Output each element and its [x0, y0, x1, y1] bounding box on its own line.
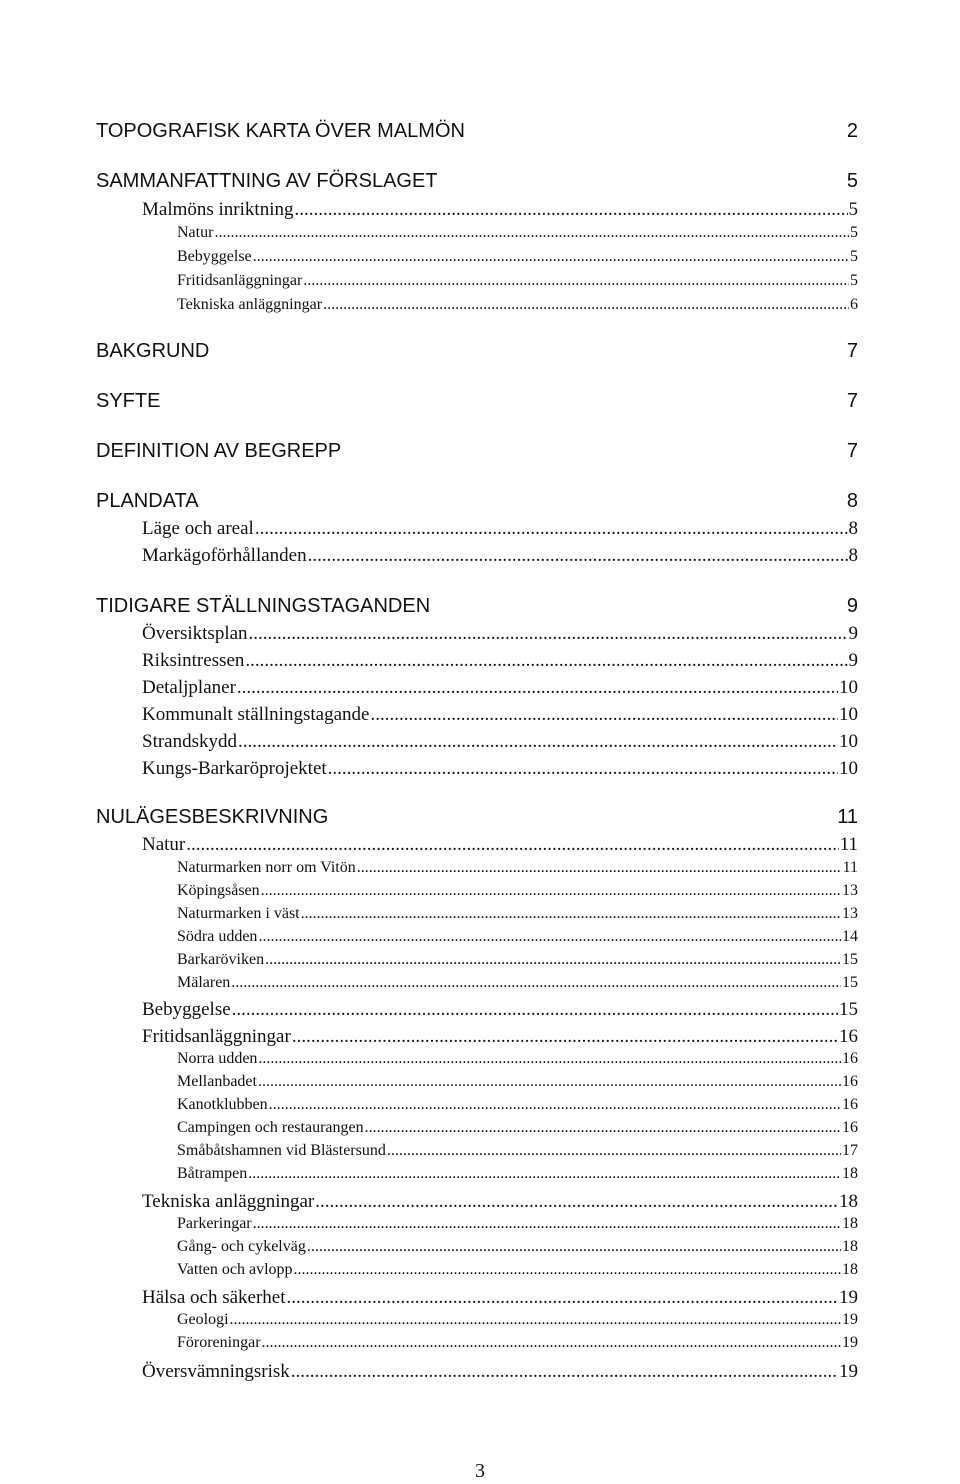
toc-entry-page: 18: [839, 1191, 858, 1212]
toc-entry-page: 11: [842, 859, 858, 876]
toc-entry-page: 18: [842, 1261, 858, 1278]
toc-entry-leader-dots: [255, 518, 848, 540]
toc-entry-page: 15: [842, 974, 858, 991]
toc-entry-page: 8: [846, 490, 858, 512]
toc-entry[interactable]: [142, 758, 858, 780]
toc-entry-leader-dots: [232, 999, 838, 1021]
toc-entry-page: 18: [842, 1215, 858, 1232]
toc-entry-title: Markägoförhållanden: [142, 545, 307, 566]
toc-entry-title: Naturmarken norr om Vitön: [177, 859, 356, 876]
toc-entry-leader-dots: [258, 1050, 841, 1068]
toc-entry-page: 9: [848, 650, 858, 671]
toc-entry[interactable]: [177, 1215, 858, 1233]
toc-entry[interactable]: [142, 650, 858, 672]
toc-entry-leader-dots: [269, 1096, 841, 1114]
toc-entry[interactable]: [96, 595, 858, 618]
toc-entry[interactable]: [96, 390, 858, 413]
toc-entry-leader-dots: [249, 623, 848, 645]
toc-entry[interactable]: [142, 834, 858, 856]
toc-entry-leader-dots: [287, 1287, 839, 1309]
toc-entry-title: Läge och areal: [142, 518, 254, 539]
toc-entry-title: Tekniska anläggningar: [142, 1191, 315, 1212]
toc-entry-page: 10: [839, 704, 858, 725]
toc-entry-page: 11: [839, 834, 858, 855]
toc-entry[interactable]: [177, 882, 858, 900]
toc-entry-title: NULÄGESBESKRIVNING: [96, 806, 329, 828]
toc-entry[interactable]: [177, 859, 858, 877]
toc-entry-page: 7: [846, 440, 858, 462]
toc-entry-page: 10: [839, 758, 858, 779]
toc-entry-page: 19: [839, 1361, 858, 1382]
toc-entry-title: SYFTE: [96, 390, 161, 412]
toc-entry-page: 10: [839, 677, 858, 698]
toc-entry-title: Båtrampen: [177, 1165, 248, 1182]
toc-entry-title: Köpingsåsen: [177, 882, 260, 899]
toc-entry-title: PLANDATA: [96, 490, 199, 512]
toc-entry-leader-dots: [303, 272, 849, 290]
toc-entry[interactable]: [142, 999, 858, 1021]
toc-entry[interactable]: [177, 1142, 858, 1160]
toc-entry-page: 9: [846, 595, 858, 617]
toc-entry[interactable]: [177, 951, 858, 969]
toc-entry-page: 16: [842, 1050, 858, 1067]
toc-entry-leader-dots: [265, 951, 841, 969]
toc-entry-page: 5: [846, 170, 858, 192]
toc-entry-leader-dots: [301, 905, 841, 923]
toc-entry[interactable]: [142, 1361, 858, 1383]
toc-entry[interactable]: [177, 1238, 858, 1256]
toc-entry[interactable]: [177, 272, 858, 290]
toc-entry-title: Vatten och avlopp: [177, 1261, 293, 1278]
toc-entry-page: 8: [848, 545, 858, 566]
page-number: 3: [475, 1460, 485, 1482]
toc-entry-leader-dots: [357, 859, 842, 877]
toc-entry-title: Kungs-Barkaröprojektet: [142, 758, 327, 779]
toc-entry-page: 7: [846, 390, 858, 412]
toc-entry[interactable]: [96, 490, 858, 513]
toc-entry-page: 17: [842, 1142, 858, 1159]
toc-entry-title: Detaljplaner: [142, 677, 236, 698]
toc-entry-page: 5: [850, 248, 858, 265]
toc-entry[interactable]: [142, 1287, 858, 1309]
toc-entry-leader-dots: [323, 296, 849, 314]
toc-entry-leader-dots: [294, 199, 847, 221]
toc-entry-page: 11: [837, 806, 858, 828]
toc-entry[interactable]: [142, 518, 858, 540]
toc-entry[interactable]: [177, 928, 858, 946]
toc-entry-title: Gång- och cykelväg: [177, 1238, 306, 1255]
toc-entry-page: 13: [842, 882, 858, 899]
toc-entry-page: 9: [848, 623, 858, 644]
toc-entry-page: 6: [850, 296, 858, 313]
toc-entry[interactable]: [142, 677, 858, 699]
toc-entry-page: 5: [848, 199, 858, 220]
toc-entry-leader-dots: [253, 1215, 841, 1233]
toc-entry-leader-dots: [370, 704, 838, 726]
toc-entry-leader-dots: [214, 224, 849, 242]
toc-entry-title: SAMMANFATTNING AV FÖRSLAGET: [96, 170, 438, 192]
toc-entry-title: Barkaröviken: [177, 951, 265, 968]
toc-entry-title: Översvämningsrisk: [142, 1361, 290, 1382]
toc-entry-page: 2: [846, 120, 858, 142]
toc-entry[interactable]: [177, 905, 858, 923]
toc-entry-leader-dots: [245, 650, 847, 672]
toc-entry-leader-dots: [291, 1361, 838, 1383]
toc-entry-title: Strandskydd: [142, 731, 237, 752]
toc-entry-title: Bebyggelse: [142, 999, 231, 1020]
toc-entry-title: Föroreningar: [177, 1334, 261, 1351]
toc-entry-title: Campingen och restaurangen: [177, 1119, 364, 1136]
toc-entry-leader-dots: [292, 1026, 838, 1048]
toc-entry-title: Fritidsanläggningar: [142, 1026, 291, 1047]
toc-entry-page: 10: [839, 731, 858, 752]
toc-entry[interactable]: [177, 974, 858, 992]
toc-entry-page: 16: [842, 1073, 858, 1090]
toc-entry-page: 16: [839, 1026, 858, 1047]
toc-entry[interactable]: [177, 1311, 858, 1329]
toc-entry-leader-dots: [387, 1142, 841, 1160]
toc-entry-title: Natur: [142, 834, 186, 855]
toc-entry-leader-dots: [231, 974, 841, 992]
toc-entry-leader-dots: [365, 1119, 841, 1137]
toc-entry-title: Riksintressen: [142, 650, 245, 671]
toc-entry-title: DEFINITION AV BEGREPP: [96, 440, 342, 462]
toc-entry[interactable]: [142, 731, 858, 753]
toc-entry-leader-dots: [308, 545, 848, 567]
toc-entry-leader-dots: [186, 834, 838, 856]
toc-entry-title: Översiktsplan: [142, 623, 248, 644]
toc-entry-page: 5: [850, 224, 858, 241]
toc-entry-page: 15: [839, 999, 858, 1020]
toc-entry-page: 19: [842, 1334, 858, 1351]
toc-entry-title: Bebyggelse: [177, 248, 252, 265]
toc-entry-leader-dots: [262, 1334, 841, 1352]
toc-entry[interactable]: [96, 120, 858, 143]
toc-entry[interactable]: [177, 1261, 858, 1279]
toc-entry[interactable]: [96, 440, 858, 463]
toc-entry-leader-dots: [307, 1238, 841, 1256]
toc-entry-title: Natur: [177, 224, 214, 241]
toc-entry-page: 18: [842, 1165, 858, 1182]
toc-entry-title: Norra udden: [177, 1050, 258, 1067]
toc-entry-title: Tekniska anläggningar: [177, 296, 323, 313]
toc-entry-title: Parkeringar: [177, 1215, 252, 1232]
toc-entry-page: 7: [846, 340, 858, 362]
toc-entry[interactable]: [142, 1191, 858, 1213]
toc-entry-title: Hälsa och säkerhet: [142, 1287, 286, 1308]
toc-entry-leader-dots: [258, 1073, 841, 1091]
toc-entry-page: 19: [842, 1311, 858, 1328]
toc-entry-leader-dots: [237, 677, 838, 699]
toc-entry[interactable]: [177, 296, 858, 314]
toc-entry[interactable]: [177, 1165, 858, 1183]
toc-entry[interactable]: [142, 199, 858, 221]
toc-entry-title: TIDIGARE STÄLLNINGSTAGANDEN: [96, 595, 431, 617]
toc-entry[interactable]: [177, 1073, 858, 1091]
toc-entry[interactable]: [96, 806, 858, 829]
toc-entry-page: 5: [850, 272, 858, 289]
toc-entry-leader-dots: [328, 758, 838, 780]
toc-entry-title: Naturmarken i väst: [177, 905, 300, 922]
toc-entry-leader-dots: [230, 1311, 841, 1329]
toc-entry[interactable]: [96, 170, 858, 193]
toc-entry[interactable]: [177, 248, 858, 266]
toc-entry-leader-dots: [253, 248, 849, 266]
toc-entry-page: 14: [842, 928, 858, 945]
toc-entry-page: 15: [842, 951, 858, 968]
toc-entry-title: Fritidsanläggningar: [177, 272, 303, 289]
toc-entry-title: Kanotklubben: [177, 1096, 268, 1113]
toc-entry[interactable]: [177, 1050, 858, 1068]
toc-entry[interactable]: [177, 224, 858, 242]
toc-entry[interactable]: [142, 623, 858, 645]
toc-entry[interactable]: [142, 545, 858, 567]
toc-entry-leader-dots: [238, 731, 838, 753]
toc-entry-title: Malmöns inriktning: [142, 199, 294, 220]
toc-entry-page: 18: [842, 1238, 858, 1255]
toc-entry[interactable]: [177, 1334, 858, 1352]
toc-entry-page: 19: [839, 1287, 858, 1308]
toc-entry[interactable]: [142, 1026, 858, 1048]
toc-entry-leader-dots: [261, 882, 841, 900]
toc-entry-title: TOPOGRAFISK KARTA ÖVER MALMÖN: [96, 120, 465, 142]
toc-entry-page: 16: [842, 1096, 858, 1113]
toc-entry-title: Kommunalt ställningstagande: [142, 704, 370, 725]
toc-entry-page: 8: [848, 518, 858, 539]
toc-entry-title: BAKGRUND: [96, 340, 210, 362]
toc-entry-leader-dots: [294, 1261, 841, 1279]
toc-entry[interactable]: [177, 1119, 858, 1137]
toc-entry[interactable]: [96, 340, 858, 363]
toc-entry[interactable]: [177, 1096, 858, 1114]
toc-entry-leader-dots: [315, 1191, 838, 1213]
toc-entry-page: 13: [842, 905, 858, 922]
toc-entry-leader-dots: [248, 1165, 841, 1183]
toc-entry-title: Geologi: [177, 1311, 229, 1328]
toc-entry-leader-dots: [258, 928, 841, 946]
toc-entry[interactable]: [142, 704, 858, 726]
toc-entry-title: Mellanbadet: [177, 1073, 257, 1090]
toc-entry-title: Södra udden: [177, 928, 258, 945]
toc-entry-page: 16: [842, 1119, 858, 1136]
toc-entry-title: Mälaren: [177, 974, 231, 991]
toc-entry-title: Småbåtshamnen vid Blästersund: [177, 1142, 386, 1159]
